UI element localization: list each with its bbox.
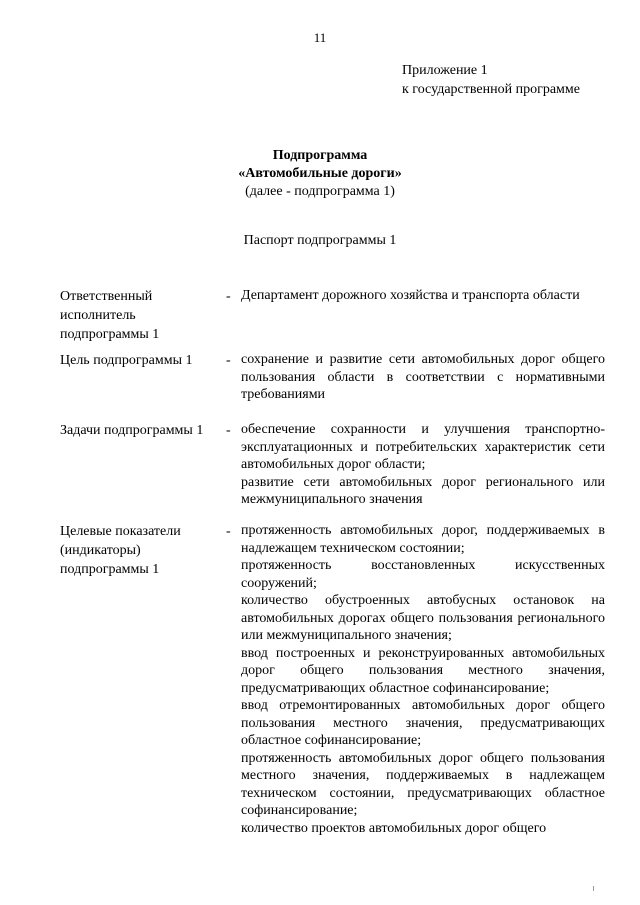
row-label: Целевые показатели (индикаторы) подпрограммы 1 <box>60 524 181 577</box>
value-item: количество обустроенных автобусных остановок на автомобильных дорогах общего пользования регионального или межмуниципального значения; <box>241 593 605 643</box>
value-item: сохранение и развитие сети автомобильных дорог общего пользования области в соответствии с нормативными требованиями <box>241 352 605 402</box>
value-item: протяженность автомобильных дорог, поддерживаемых в надлежащем техническом состоянии; <box>241 523 605 556</box>
row-label: Цель подпрограммы 1 <box>60 353 193 368</box>
page-number: 11 <box>313 30 327 45</box>
subprogram-title <box>0 147 640 201</box>
value-item: ввод отремонтированных автомобильных дорог общего пользования местного значения, предусматривающих областное софинансирование; <box>241 698 605 748</box>
value-item: количество проектов автомобильных дорог общего <box>241 820 547 836</box>
title-line-2: «Автомобильные дороги» <box>238 166 402 181</box>
title-line-3: (далее - подпрограмма 1) <box>245 184 395 199</box>
value-item: обеспечение сохранности и улучшения транспортно-эксплуатационных и потребительских характеристик сети автомобильных дорог области; <box>241 422 605 472</box>
scan-mark <box>593 886 594 891</box>
row-dash: - <box>226 353 231 368</box>
passport-title: Паспорт подпрограммы 1 <box>243 233 397 248</box>
title-line-1: Подпрограмма <box>272 148 368 163</box>
value-item: ввод построенных и реконструированных автомобильных дорог общего пользования местного значения, предусматривающих областное софинансирование; <box>241 645 605 696</box>
appendix-note <box>402 61 580 99</box>
row-value <box>241 421 605 509</box>
row-dash: - <box>226 524 231 539</box>
appendix-line-1: Приложение 1 <box>402 63 488 78</box>
row-value <box>241 522 605 837</box>
row-label: Задачи подпрограммы 1 <box>60 423 204 438</box>
row-value <box>241 351 605 404</box>
value-item: развитие сети автомобильных дорог регионального или межмуниципального значения <box>241 474 605 507</box>
value-item: протяженность автомобильных дорог общего пользования местного значения, поддерживаемых в надлежащем техническом состоянии, предусматривающих областное софинансирование; <box>241 750 605 818</box>
value-item: протяженность восстановленных искусственных сооружений; <box>241 558 605 591</box>
row-dash: - <box>226 289 231 304</box>
row-value <box>241 287 605 305</box>
value-item: Департамент дорожного хозяйства и транспорта области <box>241 288 580 303</box>
row-dash: - <box>226 423 231 438</box>
row-label: Ответственный исполнитель подпрограммы 1 <box>60 289 160 342</box>
appendix-line-2: к государственной программе <box>402 82 580 97</box>
